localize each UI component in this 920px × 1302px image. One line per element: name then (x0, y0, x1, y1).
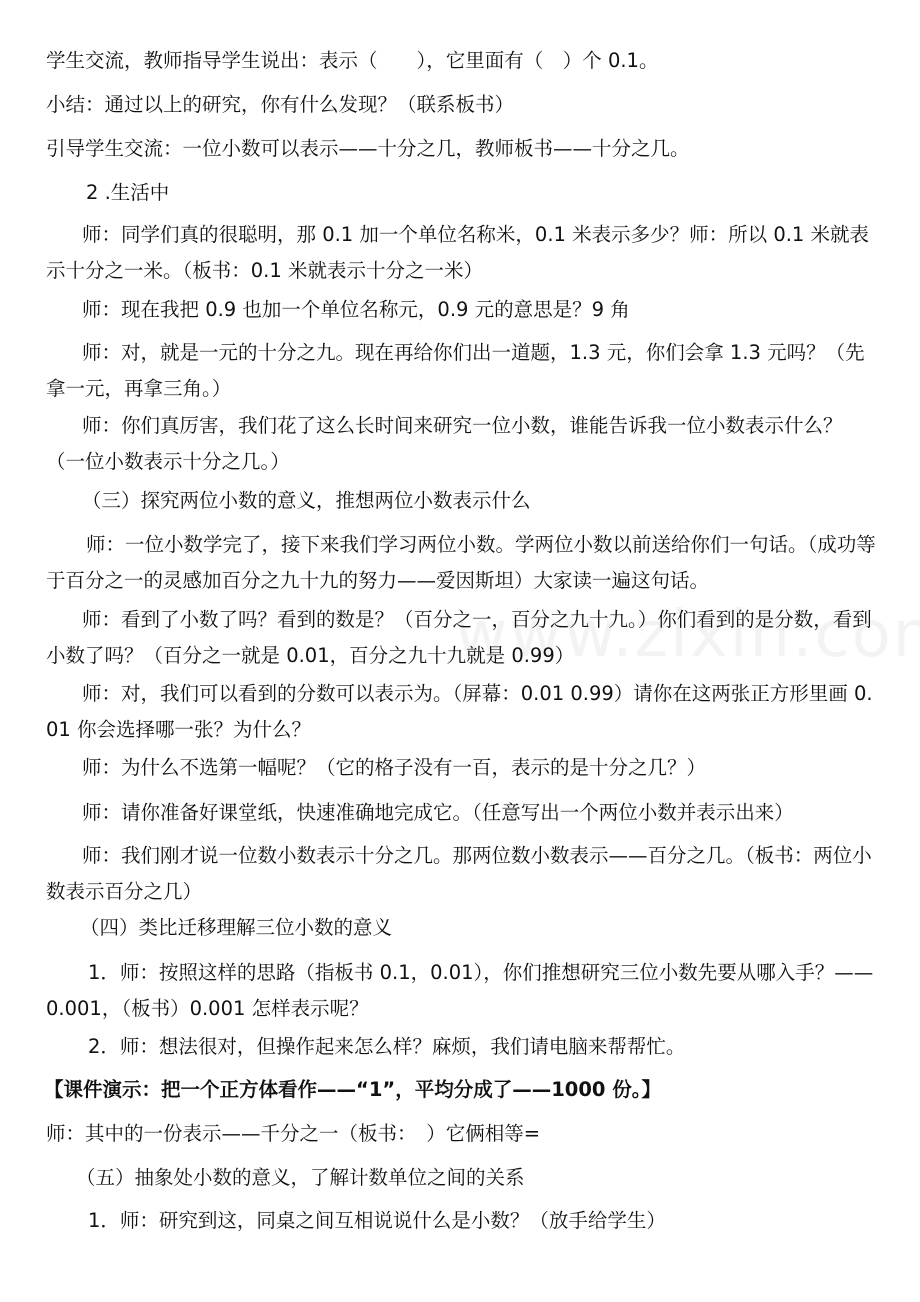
paragraph-yuan: 师：现在我把 0.9 也加一个单位名称元，0.9 元的意思是？9 角 (82, 298, 630, 321)
paragraph-hundredths: 师：我们刚才说一位数小数表示十分之几。那两位数小数表示——百分之几。（板书：两位小数表示百分之几） (46, 844, 872, 903)
paragraph-computer-help: 2．师：想法很对，但操作起来怎么样？麻烦，我们请电脑来帮帮忙。 (88, 1035, 686, 1058)
paragraph-meter: 师：同学们真的很聪明，那 0.1 加一个单位名称米，0.1 米表示多少？师：所以 0.1 米就表示十分之一米。（板书：0.1 米就表示十分之一米） (46, 223, 870, 282)
paragraph-class-paper: 师：请你准备好课堂纸，快速准确地完成它。（任意写出一个两位小数并表示出来） (82, 801, 794, 824)
paragraph-student-exchange: 学生交流，教师指导学生说出：表示（ ），它里面有（ ）个 0.1。 (46, 49, 659, 72)
paragraph-three-decimal-idea: 1．师：按照这样的思路（指板书 0.1，0.01），你们推想研究三位小数先要从哪入手？——0.001，（板书）0.001 怎样表示呢？ (46, 961, 874, 1020)
paragraph-first-figure: 师：为什么不选第一幅呢？（它的格子没有一百，表示的是十分之几？） (82, 756, 707, 779)
paragraph-see-decimals: 师：看到了小数了吗？看到的数是？（百分之一，百分之九十九。）你们看到的是分数，看到小数了吗？（百分之一就是 0.01，百分之九十九就是 0.99） (46, 608, 872, 667)
paragraph-guide-exchange: 引导学生交流：一位小数可以表示——十分之几，教师板书——十分之几。 (46, 137, 690, 160)
paragraph-summary: 小结：通过以上的研究，你有什么发现？（联系板书） (46, 93, 515, 116)
section-heading-four: （四）类比迁移理解三位小数的意义 (80, 916, 393, 939)
paragraph-one-thousandth: 师：其中的一份表示——千分之一（板书： ）它俩相等= (46, 1122, 541, 1145)
paragraph-what-is-decimal: 1．师：研究到这，同桌之间互相说说什么是小数？（放手给学生） (88, 1209, 666, 1232)
section-heading-life: 2 .生活中 (86, 181, 170, 204)
section-heading-five: （五）抽象处小数的意义，了解计数单位之间的关系 (76, 1166, 525, 1189)
paragraph-nine-tenths: 师：对，就是一元的十分之九。现在再给你们出一道题，1.3 元，你们会拿 1.3 元吗？（先拿一元，再拿三角。） (46, 341, 865, 400)
paragraph-squares: 师：对，我们可以看到的分数可以表示为。（屏幕：0.01 0.99）请你在这两张正方形里画 0.01 你会选择哪一张？为什么？ (46, 682, 873, 741)
paragraph-two-decimal-intro: 师：一位小数学完了，接下来我们学习两位小数。学两位小数以前送给你们一句话。（成功等于百分之一的灵感加百分之九十九的努力——爱因斯坦）大家读一遍这句话。 (46, 533, 876, 592)
section-heading-three: （三）探究两位小数的意义，推想两位小数表示什么 (82, 489, 531, 512)
paragraph-one-decimal: 师：你们真厉害，我们花了这么长时间来研究一位小数，谁能告诉我一位小数表示什么？（一位小数表示十分之几。） (46, 414, 843, 473)
paragraph-courseware-demo: 【课件演示：把一个正方体看作——“1”，平均分成了——1000 份。】 (44, 1078, 662, 1101)
